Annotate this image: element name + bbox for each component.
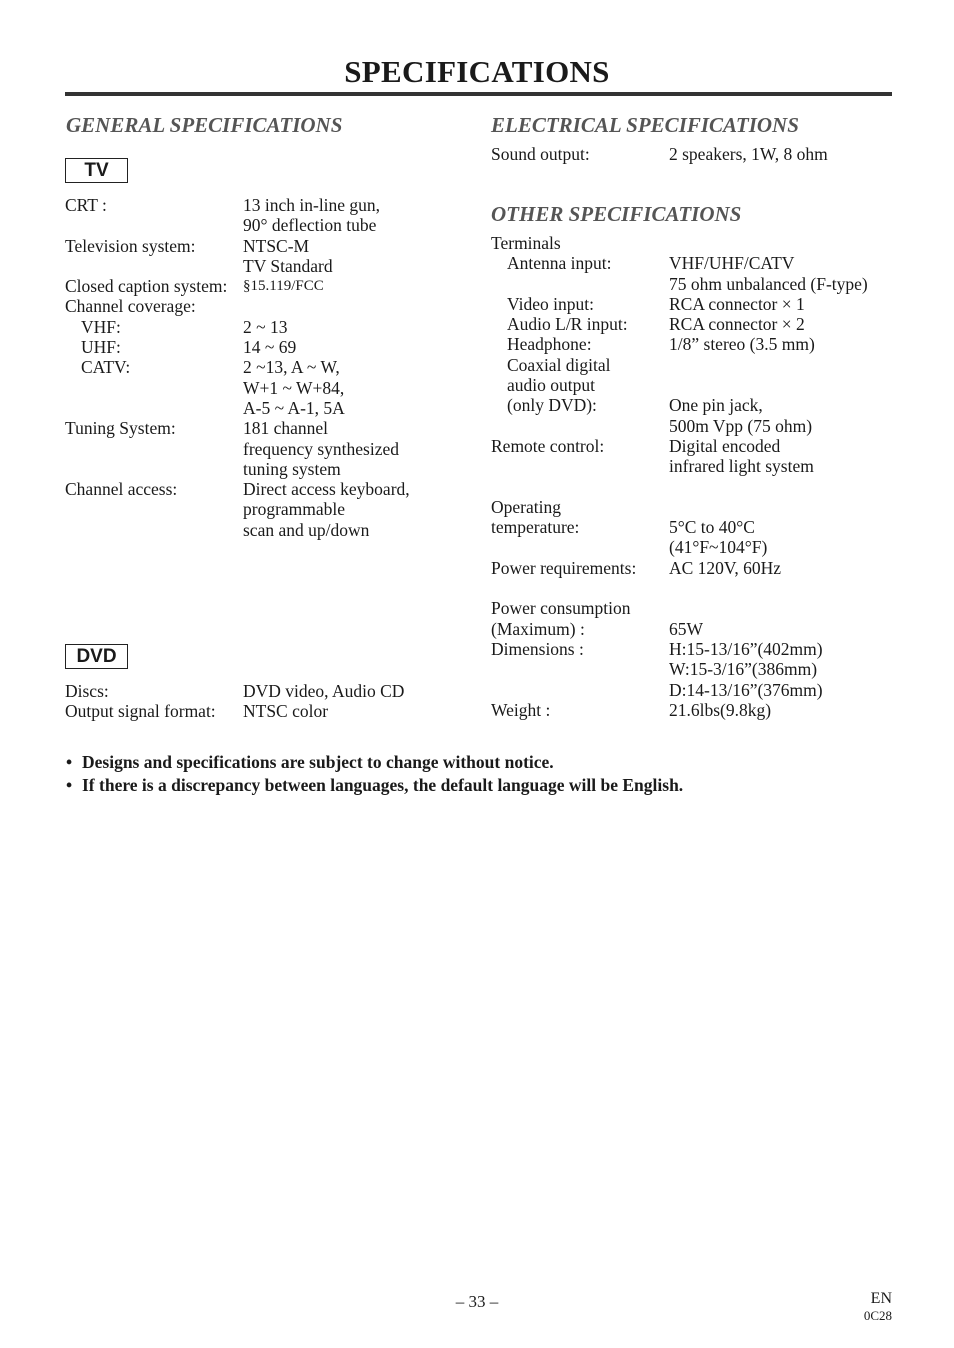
spec-row [491, 598, 868, 618]
spec-value: §15.119/FCC [243, 278, 324, 295]
spec-row [65, 459, 410, 479]
spec-value: TV Standard [243, 255, 333, 276]
spec-value: 5°C to 40°C [669, 517, 755, 538]
spec-row [491, 537, 868, 557]
spec-label: Output signal format: [65, 701, 216, 722]
electrical-spec-table [491, 144, 828, 164]
spec-value: (41°F~104°F) [669, 537, 768, 558]
spec-value: 181 channel [243, 418, 329, 439]
tv-spec-table [65, 195, 410, 540]
spec-row [65, 296, 410, 316]
spec-value: 2 speakers, 1W, 8 ohm [669, 144, 828, 164]
spec-row [65, 357, 410, 377]
page-title: SPECIFICATIONS [344, 54, 610, 89]
spec-row [491, 680, 868, 700]
spec-row [65, 398, 410, 418]
spec-label [65, 398, 243, 418]
dvd-spec-table [65, 681, 404, 722]
spec-row [65, 276, 410, 296]
spec-label: Channel coverage: [65, 296, 196, 317]
spec-label [65, 439, 243, 459]
spec-value: NTSC color [243, 701, 329, 722]
spec-value: RCA connector × 2 [669, 314, 805, 335]
spec-label: Channel access: [65, 479, 178, 500]
spec-label: Coaxial digital [507, 354, 611, 375]
spec-value: D:14-13/16”(376mm) [669, 679, 823, 700]
spec-row [65, 499, 410, 519]
spec-row [491, 355, 868, 375]
note-item [66, 751, 683, 774]
spec-label [65, 520, 243, 540]
spec-label: Video input: [507, 293, 594, 314]
spec-label [65, 215, 243, 235]
language-code: EN [870, 1290, 892, 1307]
spec-value: RCA connector × 1 [669, 293, 805, 314]
spec-label: Dimensions : [491, 638, 584, 659]
spec-row [65, 317, 410, 337]
spec-label [491, 477, 669, 497]
spec-value: frequency synthesized [243, 438, 399, 459]
spec-value: 2 ~13, A ~ W, [243, 357, 340, 378]
spec-label: CATV: [81, 357, 131, 378]
spec-value: programmable [243, 499, 346, 520]
tv-label: TV [65, 158, 128, 183]
spec-row [491, 456, 868, 476]
spec-row-spacer [491, 477, 868, 497]
spec-value: scan and up/down [243, 519, 370, 540]
spec-value: tuning system [243, 458, 341, 479]
spec-value: 1/8” stereo (3.5 mm) [669, 334, 815, 355]
title-rule [65, 92, 892, 96]
spec-value: 21.6lbs(9.8kg) [669, 699, 772, 720]
spec-label: (only DVD): [507, 395, 597, 416]
spec-label: UHF: [81, 337, 121, 358]
spec-label: Tuning System: [65, 418, 176, 439]
spec-row [65, 681, 404, 701]
spec-row [491, 436, 868, 456]
spec-value: H:15-13/16”(402mm) [669, 638, 823, 659]
spec-label [65, 378, 243, 398]
spec-row [491, 294, 868, 314]
spec-label: Weight : [491, 699, 551, 720]
spec-value: VHF/UHF/CATV [669, 253, 795, 274]
spec-label [65, 499, 243, 519]
spec-label [65, 459, 243, 479]
spec-row [65, 439, 410, 459]
spec-value: W+1 ~ W+84, [243, 377, 345, 398]
spec-row [491, 619, 868, 639]
spec-value: 75 ohm unbalanced (F-type) [669, 273, 868, 294]
spec-label [491, 578, 669, 598]
spec-label: Audio L/R input: [507, 314, 628, 335]
document-code: 0C28 [863, 1308, 892, 1323]
spec-row [491, 497, 868, 517]
spec-value: Digital encoded [669, 435, 781, 456]
spec-row [491, 395, 868, 415]
spec-label: Remote control: [491, 435, 605, 456]
spec-row [65, 215, 410, 235]
spec-label: (Maximum) : [491, 618, 585, 639]
spec-row [491, 517, 868, 537]
spec-row [491, 233, 868, 253]
notes-list [66, 751, 683, 797]
spec-label [65, 256, 243, 276]
spec-label: Power consumption [491, 598, 631, 619]
spec-row [491, 416, 868, 436]
bullet-icon: • [66, 752, 73, 772]
bullet-icon: • [66, 775, 73, 795]
spec-label: CRT : [65, 195, 107, 215]
spec-label: Terminals [491, 233, 561, 253]
spec-row [491, 274, 868, 294]
spec-label [491, 456, 669, 476]
spec-row [491, 659, 868, 679]
spec-row [491, 700, 868, 720]
spec-row [65, 337, 410, 357]
spec-label: Television system: [65, 235, 196, 256]
spec-row [491, 314, 868, 334]
spec-label: Power requirements: [491, 557, 637, 578]
electrical-specs-heading: ELECTRICAL SPECIFICATIONS [491, 113, 799, 137]
spec-value: DVD video, Audio CD [243, 681, 405, 701]
spec-label: Operating [491, 496, 561, 517]
spec-value: A-5 ~ A-1, 5A [243, 397, 345, 418]
spec-value: 14 ~ 69 [243, 337, 297, 358]
spec-label: Closed caption system: [65, 276, 228, 297]
spec-row [491, 334, 868, 354]
spec-label [491, 659, 669, 679]
spec-label: Discs: [65, 681, 109, 701]
spec-row [65, 701, 404, 721]
spec-value: 90° deflection tube [243, 215, 377, 236]
spec-label: VHF: [81, 316, 121, 337]
spec-row [491, 253, 868, 273]
spec-value: 2 ~ 13 [243, 316, 288, 337]
spec-row [491, 558, 868, 578]
spec-value: One pin jack, [669, 395, 763, 416]
spec-row-spacer [491, 578, 868, 598]
spec-label: audio output [507, 375, 595, 396]
spec-value: AC 120V, 60Hz [669, 557, 781, 578]
spec-row [65, 378, 410, 398]
note-text: Designs and specifications are subject to change without notice. [82, 752, 554, 772]
spec-row [65, 195, 410, 215]
note-text: If there is a discrepancy between languages, the default language will be English. [82, 775, 684, 795]
spec-value: 13 inch in-line gun, [243, 195, 381, 215]
spec-value: infrared light system [669, 456, 814, 477]
spec-label: Antenna input: [507, 253, 612, 274]
other-spec-table [491, 233, 868, 720]
spec-label [491, 416, 669, 436]
other-specs-heading: OTHER SPECIFICATIONS [491, 202, 742, 226]
spec-label [491, 537, 669, 557]
spec-value: W:15-3/16”(386mm) [669, 659, 818, 680]
spec-label: Sound output: [491, 144, 590, 164]
spec-row [491, 144, 828, 164]
spec-label: Headphone: [507, 334, 592, 355]
spec-row [65, 236, 410, 256]
spec-value: 500m Vpp (75 ohm) [669, 415, 813, 436]
spec-row [65, 520, 410, 540]
spec-label: temperature: [491, 517, 580, 538]
dvd-label: DVD [65, 644, 128, 669]
spec-row [65, 256, 410, 276]
spec-row [65, 418, 410, 438]
spec-row [65, 479, 410, 499]
spec-label [491, 680, 669, 700]
spec-value: Direct access keyboard, [243, 479, 410, 500]
spec-label [491, 274, 669, 294]
general-specs-heading: GENERAL SPECIFICATIONS [66, 113, 343, 137]
spec-row [491, 639, 868, 659]
spec-row [491, 375, 868, 395]
page-number: – 33 – [455, 1292, 499, 1311]
note-item [66, 774, 683, 797]
spec-value: NTSC-M [243, 235, 310, 256]
spec-value: 65W [669, 618, 704, 639]
